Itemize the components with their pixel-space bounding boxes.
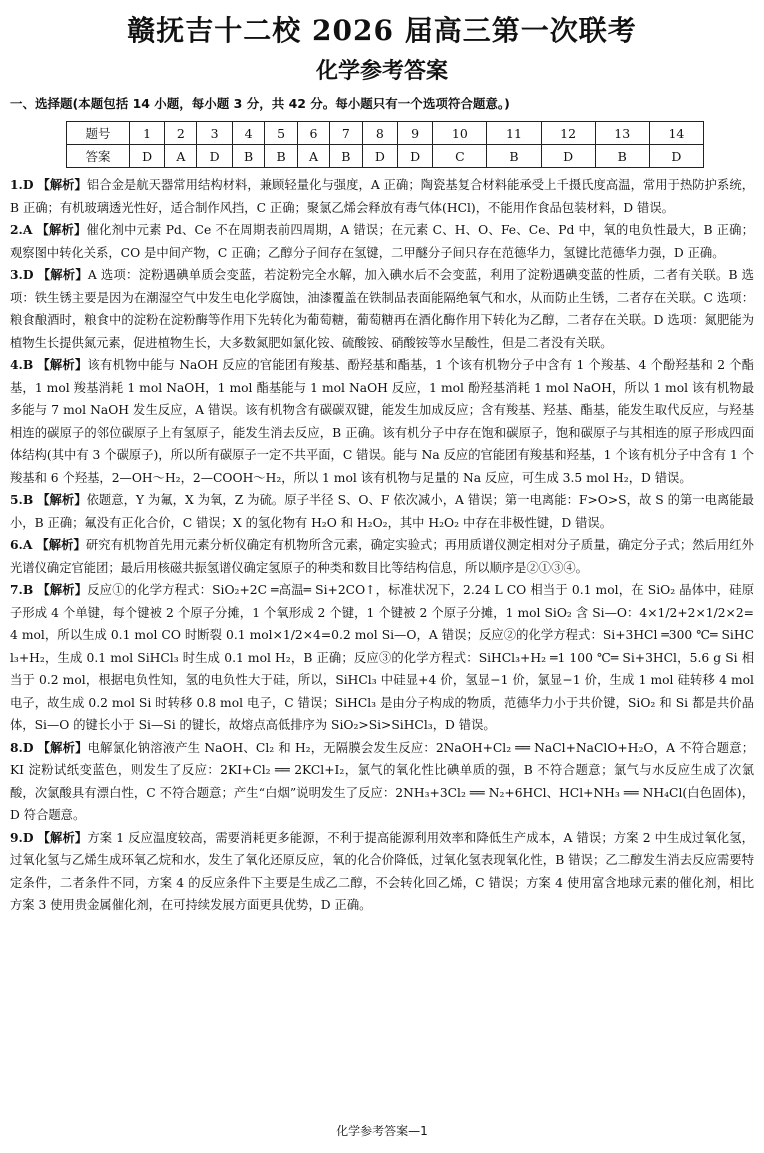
row-label-number: 题号: [67, 122, 130, 145]
analysis-tag: 【解析】: [36, 223, 87, 237]
page-title: 赣抚吉十二校 2026 届高三第一次联考: [127, 14, 637, 47]
item-text: 该有机物中能与 NaOH 反应的官能团有羧基、酚羟基和酯基，1 个该有机物分子中含有 1 个羧基、4 个酚羟基和 2 个酯基，1 mol 羧基消耗 1 mol NaOH，1 mol 酯基能与 1 mol NaOH 反应，1 mol 酚羟基消耗 1 mol NaOH，所以 1 mol 该有机物最多能与 7 mol NaOH 发生反应，A 错误。该有机物含有碳碳双键，能发生加成反应；含有羧基、羟基、酯基，能发生取代反应，与羟基相连的碳原子的邻位碳原子上有氢原子，能发生消去反应，B 正确。该有机分子中存在饱和碳原子，饱和碳原子与其相连的原子形成四面体结构(其中有 3 个碳原子)，所以所有碳原子一定不共平面，C 错误。能与 Na 反应的官能团有羧基和羟基，1 个该有机分子中含有 1 个羧基和 6 个羟基，2—OH～H₂，2—COOH～H₂，所以 1 mol 该有机物与足量的 Na 反应，可生成 3.5 mol H₂，D 错误。: [10, 358, 754, 485]
item-text: 方案 1 反应温度较高，需要消耗更多能源，不利于提高能源利用效率和降低生产成本，A 错误；方案 2 中生成过氧化氢，过氧化氢与乙烯生成环氧乙烷和水，发生了氧化还原反应，氧的化合价降低，过氧化氢表现氧化性，B 错误；乙二醇发生消去反应需要特定条件，二者条件不同，方案 4 的反应条件下主要是生成乙二醇，不会转化回乙烯，C 错误；方案 4 使用富含地球元素的催化剂，相比方案 3 使用贵金属催化剂，在可持续发展方面更具优势，D 正确。: [10, 830, 754, 912]
analysis-tag: 【解析】: [37, 830, 88, 845]
item-number: 7.B: [10, 582, 34, 597]
explanation-item: [10, 489, 754, 534]
analysis-tag: 【解析】: [36, 538, 86, 552]
item-text: 铝合金是航天器常用结构材料，兼顾轻量化与强度，A 正确；陶瓷基复合材料能承受上千摄氏度高温，常用于热防护系统，B 正确；有机玻璃透光性好，适合制作风挡，C 正确；聚氯乙烯会释放有毒气体(HCl)，不能用作食品包装材料，D 错误。: [10, 178, 754, 215]
answer-cell: B: [487, 145, 541, 168]
question-number-cell: 13: [595, 122, 649, 145]
item-number: 3.D: [10, 267, 34, 282]
answer-cell: C: [433, 145, 487, 168]
item-number: 2.A: [10, 222, 33, 237]
item-number: 9.D: [10, 829, 34, 845]
answer-cell: D: [362, 145, 397, 168]
question-number-cell: 8: [362, 122, 397, 145]
item-number: 8.D: [10, 739, 34, 755]
explanation-item: [10, 219, 754, 264]
item-text: A 选项：淀粉遇碘单质会变蓝，若淀粉完全水解，加入碘水后不会变蓝，利用了淀粉遇碘变蓝的性质，二者有关联。B 选项：铁生锈主要是因为在潮湿空气中发生电化学腐蚀，油漆覆盖在铁制品表面能隔绝氧气和水，从而防止生锈，二者存在关联。C 选项：粮食酿酒时，粮食中的淀粉在淀粉酶等作用下先转化为葡萄糖，葡萄糖再在酒化酶作用下转化为乙醇，二者存在关联。D 选项：氮肥能为植物生长提供氮元素，促进植物生长，大多数氮肥如氯化铵、硫酸铵、硝酸铵等水呈酸性，但是二者没有关联。: [10, 268, 754, 350]
question-number-cell: 5: [265, 122, 298, 145]
item-text: 依题意，Y 为氟，X 为氧，Z 为硫。原子半径 S、O、F 依次减小，A 错误；第一电离能：F>O>S，故 S 的第一电离能最小，B 正确；氟没有正化合价，C 错误；X 的氢化物有 H₂O 和 H₂O₂，其中 H₂O₂ 中存在非极性键，D 错误。: [10, 493, 754, 530]
analysis-tag: 【解析】: [37, 358, 88, 372]
answer-cell: B: [265, 145, 298, 168]
item-text: 反应①的化学方程式：SiO₂+2C ═高温═ Si+2CO↑，标准状况下，2.24 L CO 相当于 0.1 mol，在 SiO₂ 晶体中，硅原子形成 4 个单键，每个键被 2 个原子分摊，1 个氧形成 2 个键，1 个键被 2 个原子分摊，1 mol SiO₂ 含 Si—O：4×1/2+2×1/2×2=4 mol，所以生成 0.1 mol CO 时断裂 0.1 mol×1/2×4=0.2 mol Si—O，A 错误；反应②的化学方程式：Si+3HCl ═300 ℃═ SiHCl₃+H₂，生成 0.1 mol SiHCl₃ 时生成 0.1 mol H₂，B 正确；反应③的化学方程式：SiHCl₃+H₂ ═1 100 ℃═ Si+3HCl，5.6 g Si 相当于 0.2 mol，根据电负性知，氢的电负性大于硅，所以，SiHCl₃ 中硅显+4 价，氢显−1 价，氯显−1 价，生成 1 mol 硅转移 4 mol 电子，故生成 0.2 mol Si 时转移 0.8 mol 电子，C 错误；SiHCl₃ 是由分子构成的物质，范德华力小于共价键，SiO₂ 和 Si 都是共价晶体，Si—O 的键长小于 Si—Si 的键长，故熔点高低排序为 SiO₂>Si>SiHCl₃，D 错误。: [10, 583, 754, 732]
item-text: 催化剂中元素 Pd、Ce 不在周期表前四周期，A 错误；在元素 C、H、O、Fe、Ce、Pd 中，氧的电负性最大，B 正确；观察图中转化关系，CO 是中间产物，C 正确；乙醇分子间存在氢键，二甲醚分子间只存在范德华力，氢键比范德华力强，D 正确。: [10, 223, 754, 260]
answer-cell: D: [649, 145, 703, 168]
item-number: 6.A: [10, 537, 33, 552]
analysis-tag: 【解析】: [37, 583, 88, 597]
item-text: 研究有机物首先用元素分析仪确定有机物所含元素，确定实验式；再用质谱仪测定相对分子质量，确定分子式；然后用红外光谱仪确定官能团；最后用核磁共振氢谱仪确定氢原子的种类和数目比等结构信息，所以顺序是②①③④。: [10, 538, 754, 575]
answer-cell: B: [232, 145, 265, 168]
analysis-tag: 【解析】: [37, 740, 88, 755]
answer-cell: D: [397, 145, 432, 168]
question-number-cell: 7: [330, 122, 363, 145]
item-number: 1.D: [10, 177, 34, 192]
explanation-item: [10, 174, 754, 219]
item-number: 4.B: [10, 357, 34, 372]
explanation-item: [10, 827, 754, 917]
explanation-item: [10, 264, 754, 354]
item-text: 电解氯化钠溶液产生 NaOH、Cl₂ 和 H₂，无隔膜会发生反应：2NaOH+Cl₂ ══ NaCl+NaClO+H₂O，A 不符合题意；KI 淀粉试纸变蓝色，则发生了反应：2KI+Cl₂ ══ 2KCl+I₂，氯气的氧化性比碘单质的强，B 不符合题意；氯气与水反应生成了次氯酸，次氯酸具有漂白性，C 不符合题意；产生“白烟”说明发生了反应：2NH₃+3Cl₂ ══ N₂+6HCl、HCl+NH₃ ══ NH₄Cl(白色固体)，D 符合题意。: [10, 740, 754, 822]
question-number-cell: 4: [232, 122, 265, 145]
explanation-item: [10, 534, 754, 579]
answer-cell: B: [330, 145, 363, 168]
question-number-cell: 3: [197, 122, 232, 145]
question-number-cell: 11: [487, 122, 541, 145]
answer-cell: D: [197, 145, 232, 168]
answer-cell: A: [165, 145, 197, 168]
question-number-cell: 10: [433, 122, 487, 145]
question-number-cell: 12: [541, 122, 595, 145]
question-number-cell: 2: [165, 122, 197, 145]
answer-cell: D: [130, 145, 165, 168]
section-heading: 一、选择题(本题包括 14 小题，每小题 3 分，共 42 分。每小题只有一个选项符合题意。): [10, 96, 510, 111]
row-label-answer: 答案: [67, 145, 130, 168]
analysis-tag: 【解析】: [37, 268, 88, 282]
item-number: 5.B: [10, 492, 34, 507]
page-subtitle: 化学参考答案: [315, 59, 448, 84]
question-number-cell: 6: [297, 122, 329, 145]
table-row-answers: [67, 145, 704, 168]
question-number-cell: 14: [649, 122, 703, 145]
explanation-item: [10, 737, 754, 827]
answer-cell: A: [297, 145, 329, 168]
explanation-item: [10, 354, 754, 489]
analysis-tag: 【解析】: [37, 493, 87, 507]
page-footer: 化学参考答案—1: [336, 1124, 428, 1138]
question-number-cell: 9: [397, 122, 432, 145]
answer-cell: D: [541, 145, 595, 168]
explanation-list: [10, 174, 754, 917]
question-number-cell: 1: [130, 122, 165, 145]
table-row-numbers: [67, 122, 704, 145]
answer-table: [66, 121, 704, 168]
analysis-tag: 【解析】: [37, 178, 87, 192]
explanation-item: [10, 579, 754, 737]
answer-cell: B: [595, 145, 649, 168]
